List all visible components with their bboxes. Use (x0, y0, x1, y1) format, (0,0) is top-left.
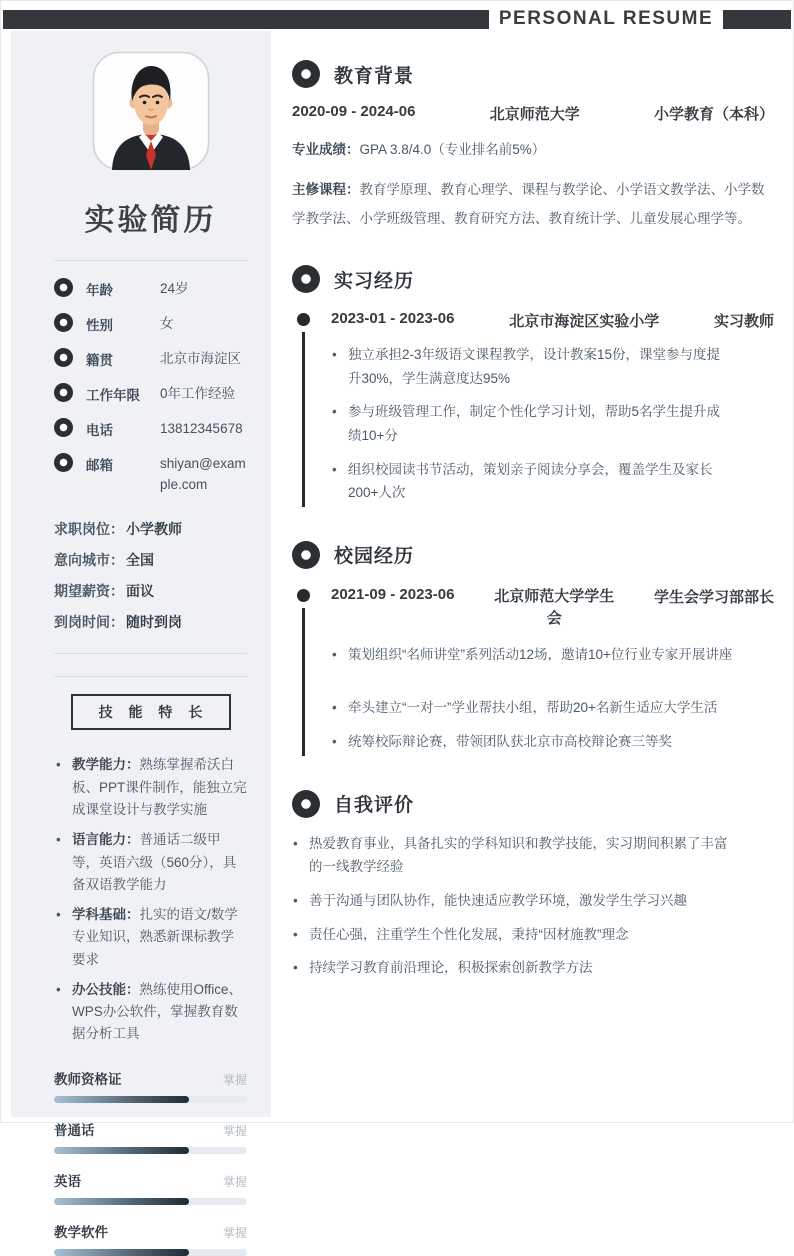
skills-section-title: 技 能 特 长 (71, 694, 231, 730)
bullet-item: • 责任心强，注重学生个性化发展，秉持“因材施教”理念 (292, 923, 740, 947)
skill-text: 扎实的语文/数学专业知识，熟悉新课标教学要求 (72, 907, 238, 967)
main-content (271, 31, 781, 1122)
bullet-item: • 策划组织“名师讲堂”系列活动12场，邀请10+位行业专家开展讲座 (331, 643, 733, 667)
section-title: 自我评价 (334, 795, 415, 817)
bar-name: 英语 (54, 1173, 81, 1189)
resume-title: 实验简历 (84, 204, 217, 237)
pref-value: 面议 (126, 583, 154, 600)
pref-target-position (54, 519, 247, 539)
pref-value: 全国 (126, 552, 154, 569)
campus-entry (292, 586, 774, 754)
internship-entry (292, 310, 774, 505)
education-gpa (292, 135, 774, 164)
phone-icon (54, 418, 73, 437)
gpa-label: 专业成绩： (292, 142, 360, 157)
skill-subject (54, 904, 247, 971)
pref-availability (54, 612, 247, 632)
skill-label: 语言能力： (72, 832, 140, 848)
section-internship (292, 265, 774, 505)
skill-label: 学科基础： (72, 907, 140, 923)
page-title: PERSONAL RESUME (489, 1, 723, 37)
courses-text: 教育学原理、教育心理学、课程与教学论、小学语文教学法、小学数学教学法、小学班级管理、教育研究方法、教育统计学、儿童发展心理学等。 (292, 182, 765, 227)
sidebar-divider (54, 653, 247, 654)
hometown-icon (54, 348, 73, 367)
bar-track (54, 1096, 247, 1103)
bar-level: 掌握 (222, 1174, 247, 1189)
section-education (292, 60, 774, 233)
info-value: 24岁 (160, 281, 189, 296)
skill-label: 教学能力： (72, 757, 140, 773)
campus-role: 学生会学习部部长 (653, 588, 774, 606)
pref-label: 求职岗位： (54, 521, 124, 538)
education-entry-header (292, 103, 774, 124)
pref-label: 意向城市： (54, 552, 124, 569)
job-preferences-list (54, 519, 247, 632)
pref-salary (54, 581, 247, 601)
info-label: 电话 (86, 422, 113, 438)
skill-bar-software (54, 1221, 247, 1256)
info-item-experience (54, 384, 247, 405)
skill-text: 熟练掌握希沃白板、PPT课件制作，能独立完成课堂设计与教学实施 (72, 757, 247, 817)
internship-entry-header (331, 310, 774, 331)
info-label: 邮箱 (86, 457, 113, 473)
campus-entry-header (331, 586, 774, 631)
self-evaluation-section-icon (292, 790, 320, 818)
bar-name: 教学软件 (54, 1224, 108, 1240)
pref-label: 到岗时间： (54, 614, 124, 631)
info-label: 性别 (86, 317, 113, 333)
pref-value: 小学教师 (126, 521, 182, 538)
info-label: 籍贯 (86, 352, 113, 368)
education-period: 2020-09 - 2024-06 (292, 103, 416, 120)
bullet-item: • 善于沟通与团队协作，能快速适应教学环境，激发学生学习兴趣 (292, 889, 740, 913)
skill-bar-certificate (54, 1068, 247, 1103)
skill-bar-mandarin (54, 1119, 247, 1154)
bar-fill (54, 1198, 189, 1205)
bullet-item: • 牵头建立“一对一”学业帮扶小组，帮助20+名新生适应大学生活 (331, 696, 733, 720)
info-item-age (54, 279, 247, 300)
campus-period: 2021-09 - 2023-06 (331, 585, 455, 603)
info-value: shiyan@example.com (160, 455, 246, 492)
bar-name: 普通话 (54, 1122, 95, 1138)
education-school: 北京师范大学 (489, 106, 580, 123)
section-title: 实习经历 (334, 270, 415, 292)
pref-value: 随时到岗 (126, 614, 182, 631)
internship-bullets (331, 343, 733, 505)
section-self-evaluation (292, 790, 774, 980)
bar-track (54, 1249, 247, 1256)
bar-fill (54, 1249, 189, 1256)
sidebar-divider (54, 260, 247, 261)
gender-icon (54, 313, 73, 332)
campus-bullets (331, 643, 733, 754)
bar-fill (54, 1147, 189, 1154)
info-item-hometown (54, 349, 247, 370)
bullet-item: • 组织校园读书节活动，策划亲子阅读分享会，覆盖学生及家长200+人次 (331, 458, 733, 505)
bullet-item: • 热爱教育事业，具备扎实的学科知识和教学技能，实习期间积累了丰富的一线教学经验 (292, 832, 740, 879)
bar-level: 掌握 (222, 1123, 247, 1138)
info-item-gender (54, 314, 247, 335)
info-value: 0年工作经验 (160, 385, 236, 401)
campus-org: 北京师范大学学生会 (494, 587, 615, 628)
education-major: 小学教育（本科） (653, 106, 774, 123)
skill-office (54, 979, 247, 1046)
bar-name: 教师资格证 (54, 1071, 122, 1087)
info-value: 北京市海淀区 (160, 350, 241, 366)
education-courses (292, 175, 774, 233)
bullet-item: • 参与班级管理工作，制定个性化学习计划，帮助5名学生提升成绩10+分 (331, 400, 733, 447)
skills-list (54, 754, 247, 1045)
skill-teaching (54, 754, 247, 821)
internship-section-icon (292, 265, 320, 293)
pref-target-city (54, 550, 247, 570)
bar-level: 掌握 (222, 1072, 247, 1087)
self-evaluation-bullets (292, 832, 740, 980)
info-value: 女 (160, 315, 174, 331)
skill-label: 办公技能： (72, 981, 140, 997)
bar-track (54, 1198, 247, 1205)
age-icon (54, 278, 73, 297)
sidebar-divider (54, 676, 247, 677)
skill-text: 熟练使用Office、WPS办公软件，掌握教育数据分析工具 (72, 981, 243, 1042)
section-title: 校园经历 (334, 546, 415, 568)
info-item-email (54, 454, 247, 496)
info-value: 13812345678 (160, 420, 243, 436)
skill-bars (54, 1068, 247, 1256)
bar-track (54, 1147, 247, 1154)
info-label: 年龄 (86, 283, 113, 298)
courses-label: 主修课程： (292, 182, 360, 198)
internship-role: 实习教师 (713, 313, 774, 331)
sidebar (11, 31, 271, 1240)
gpa-value: GPA 3.8/4.0（专业排名前5%） (359, 142, 546, 157)
campus-section-icon (292, 541, 320, 569)
info-label: 工作年限 (86, 387, 140, 403)
skill-language (54, 829, 247, 896)
bullet-item: • 独立承担2-3年级语文课程教学，设计教案15份，课堂参与度提升30%，学生满意度达95% (331, 343, 733, 390)
bullet-item: • 统筹校际辩论赛，带领团队获北京市高校辩论赛三等奖 (331, 730, 733, 754)
skill-text: 普通话二级甲等，英语六级（560分），具备双语教学能力 (72, 832, 237, 892)
bullet-item: • 持续学习教育前沿理论，积极探索创新教学方法 (292, 956, 740, 980)
personal-info-list (54, 279, 247, 495)
pref-label: 期望薪资： (54, 583, 124, 600)
education-section-icon (292, 60, 320, 88)
profile-photo (92, 51, 210, 171)
section-title: 教育背景 (334, 65, 415, 87)
experience-icon (54, 383, 73, 402)
info-item-phone (54, 419, 247, 440)
bar-fill (54, 1096, 189, 1103)
internship-org: 北京市海淀区实验小学 (509, 313, 660, 331)
internship-period: 2023-01 - 2023-06 (331, 310, 455, 328)
section-campus (292, 541, 774, 754)
skill-bar-english (54, 1170, 247, 1205)
bar-level: 掌握 (222, 1225, 247, 1240)
email-icon (54, 453, 73, 472)
